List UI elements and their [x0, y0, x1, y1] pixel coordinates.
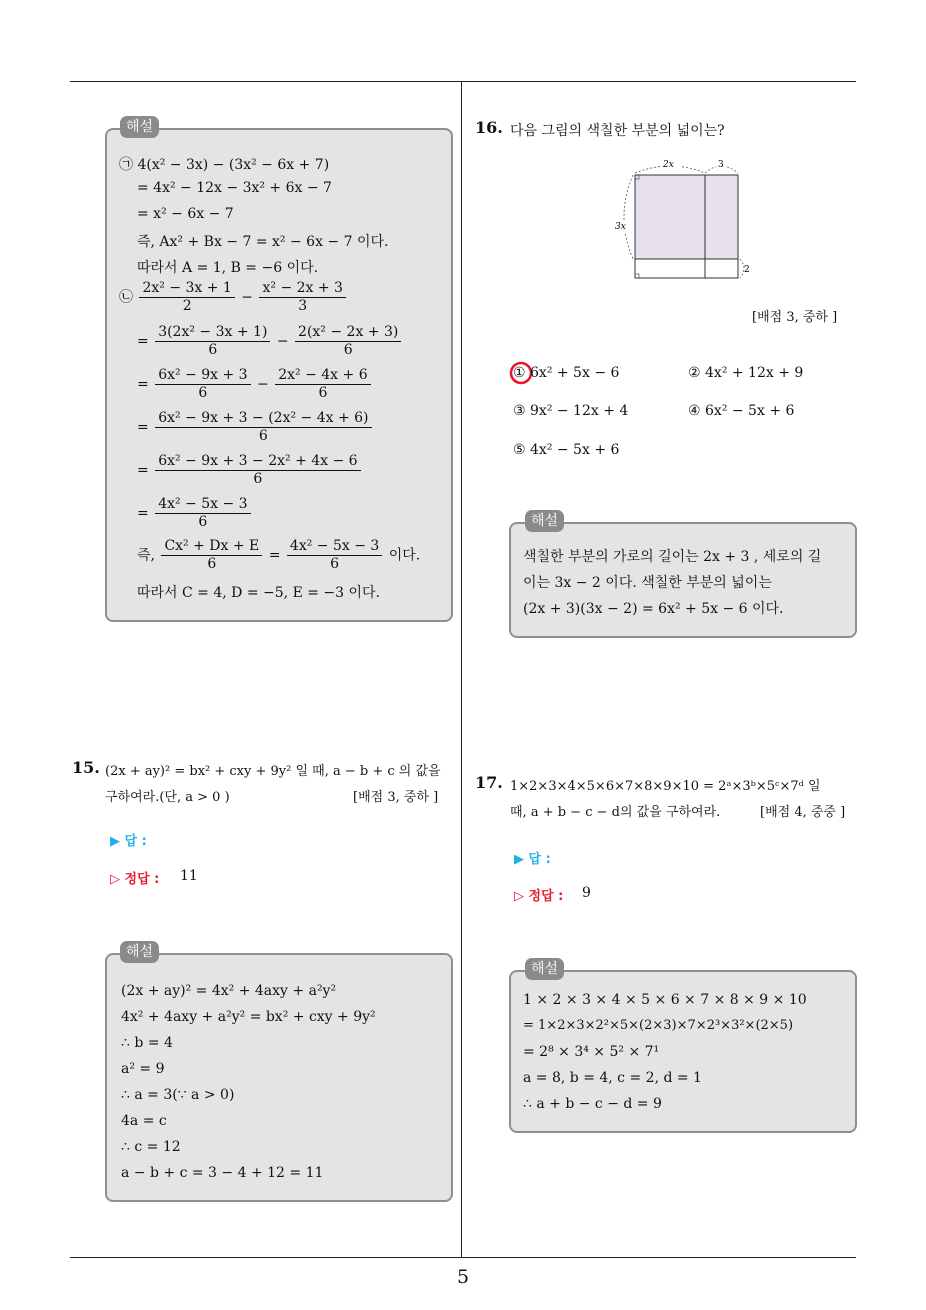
- fraction: [295, 324, 401, 359]
- q17-meta: [배점 4, 중중 ]: [760, 805, 846, 820]
- q16-choice-3[interactable]: [513, 403, 628, 419]
- sol17-line-3: = 2⁸ × 3⁴ × 5² × 7¹: [523, 1044, 660, 1060]
- sol17-line-4: a = 8, b = 4, c = 2, d = 1: [523, 1070, 702, 1086]
- sol15-line-7: ∴ c = 12: [121, 1139, 181, 1155]
- fraction: [155, 453, 360, 488]
- q17-text-line-1: 1×2×3×4×5×6×7×8×9×10 = 2ᵃ×3ᵇ×5ᶜ×7ᵈ 일: [510, 779, 821, 794]
- choice-text: 4x² + 12x + 9: [705, 365, 804, 381]
- sol15-line-6: 4a = c: [121, 1113, 167, 1129]
- choice-mark: ③: [513, 403, 526, 419]
- q16-choice-1[interactable]: [513, 365, 619, 381]
- solution-box-16: [509, 522, 857, 638]
- q17-correct-value: 9: [582, 885, 591, 901]
- q15-answer-label: ▶ 답 :: [110, 834, 147, 849]
- fraction: [275, 367, 370, 402]
- fraction-numerator: Cx² + Dx + E: [161, 538, 262, 556]
- sol14-line-4: 즉, Ax² + Bx − 7 = x² − 6x − 7 이다.: [137, 234, 389, 250]
- fraction-denominator: 2: [182, 298, 192, 314]
- sol14-line-6: ㉡ $\frac{\text{2x² − 3x + 1}}{2}$ − $\frac{\text{x² − 2x + 3}}{3}$: [119, 280, 348, 315]
- sol15-line-5: ∴ a = 3(∵ a > 0): [121, 1087, 235, 1103]
- fraction-denominator: 6: [318, 385, 328, 401]
- solution-tag-16: 해설: [525, 510, 564, 532]
- q17-answer-label: ▶ 답 :: [514, 852, 551, 867]
- solution-box-17: [509, 970, 857, 1133]
- fraction: [139, 280, 234, 315]
- fraction: [155, 324, 270, 359]
- fraction-denominator: 3: [298, 298, 308, 314]
- q15-text-line-1: (2x + ay)² = bx² + cxy + 9y² 일 때, a − b + c 의 값을: [105, 764, 441, 779]
- fraction-numerator: 6x² − 9x + 3 − 2x² + 4x − 6: [155, 453, 360, 471]
- q16-meta: [배점 3, 중하 ]: [752, 310, 838, 325]
- bottom-rule: [70, 1257, 856, 1258]
- sol15-line-4: a² = 9: [121, 1061, 165, 1077]
- sol15-line-8: a − b + c = 3 − 4 + 12 = 11: [121, 1165, 324, 1181]
- sol14-line-8: = $\frac{\text{6x² − 9x + 3}}{6}$ − $\frac{\text{2x² − 4x + 6}}{6}$: [137, 367, 373, 402]
- q15-correct-label: ▷ 정답 :: [110, 872, 160, 887]
- sol16-line-1: 색칠한 부분의 가로의 길이는 2x + 3 , 세로의 길: [523, 549, 822, 565]
- q16-choice-2[interactable]: [688, 365, 803, 381]
- sol17-line-5: ∴ a + b − c − d = 9: [523, 1096, 662, 1112]
- solution-tag-15: 해설: [120, 941, 159, 963]
- label-3x: 3x: [615, 222, 626, 232]
- label-3: 3: [718, 160, 724, 170]
- sol17-line-2: = 1×2×3×2²×5×(2×3)×7×2³×3²×(2×5): [523, 1018, 794, 1033]
- fraction: [155, 410, 371, 445]
- solution-box-14: [105, 128, 453, 622]
- fraction-denominator: 6: [207, 556, 217, 572]
- sol14-line-7: = $\frac{\text{3(2x² − 3x + 1)}}{6}$ − $\frac{\text{2(x² − 2x + 3)}}{6}$: [137, 324, 403, 359]
- fraction-denominator: 6: [253, 471, 263, 487]
- choice-mark: ⑤: [513, 442, 526, 458]
- sol15-line-1: (2x + ay)² = 4x² + 4axy + a²y²: [121, 983, 337, 999]
- fraction-numerator: 2(x² − 2x + 3): [295, 324, 401, 342]
- fraction-numerator: 2x² − 3x + 1: [139, 280, 234, 298]
- q17-number: 17.: [475, 773, 503, 792]
- sol16-line-3: (2x + 3)(3x − 2) = 6x² + 5x − 6 이다.: [523, 601, 784, 617]
- q17-text-line-2: 때, a + b − c − d의 값을 구하여라.: [510, 805, 721, 820]
- sol14-line-5: 따라서 A = 1, B = −6 이다.: [137, 260, 319, 276]
- fraction-denominator: 6: [258, 428, 268, 444]
- label-2x: 2x: [663, 160, 674, 170]
- column-divider: [461, 82, 462, 1258]
- q16-number: 16.: [475, 118, 503, 137]
- sol14-line-11: = $\frac{\text{4x² − 5x − 3}}{6}$: [137, 496, 253, 531]
- sol14-line-1: ㉠ 4(x² − 3x) − (3x² − 6x + 7): [119, 157, 330, 173]
- sol14-line-3: = x² − 6x − 7: [137, 206, 234, 222]
- sol14-line-13: 따라서 C = 4, D = −5, E = −3 이다.: [137, 585, 381, 601]
- fraction-denominator: 6: [343, 342, 353, 358]
- fraction-numerator: 4x² − 5x − 3: [287, 538, 382, 556]
- fraction-denominator: 6: [330, 556, 340, 572]
- sol14-line-2: = 4x² − 12x − 3x² + 6x − 7: [137, 180, 332, 196]
- choice-text: 4x² − 5x + 6: [530, 442, 620, 458]
- sol14-line-9: = $\frac{\text{6x² − 9x + 3 − (2x² − 4x + 6)}}{6}$: [137, 410, 374, 445]
- label-2: 2: [744, 265, 750, 275]
- choice-mark: ①: [513, 365, 526, 381]
- q16-choice-5[interactable]: [513, 442, 619, 458]
- fraction-numerator: 3(2x² − 3x + 1): [155, 324, 270, 342]
- corner-mark: [635, 274, 639, 278]
- choice-text: 6x² − 5x + 6: [705, 403, 795, 419]
- sol14-line-12: 즉, $\frac{\text{Cx² + Dx + E}}{6}$ = $\frac{\text{4x² − 5x − 3}}{6}$ 이다.: [137, 538, 421, 572]
- fraction-numerator: 4x² − 5x − 3: [155, 496, 250, 514]
- fraction-denominator: 6: [208, 342, 218, 358]
- fraction: [259, 280, 345, 315]
- q17-correct-label: ▷ 정답 :: [514, 889, 564, 904]
- q15-meta: [배점 3, 중하 ]: [353, 790, 439, 805]
- choice-mark: ②: [688, 365, 701, 381]
- choice-text: 6x² + 5x − 6: [530, 365, 620, 381]
- q16-figure: [610, 155, 760, 285]
- fraction-numerator: 6x² − 9x + 3: [155, 367, 250, 385]
- q15-number: 15.: [72, 758, 100, 777]
- sol17-line-1: 1 × 2 × 3 × 4 × 5 × 6 × 7 × 8 × 9 × 10: [523, 992, 807, 1008]
- fraction-denominator: 6: [198, 385, 208, 401]
- fraction: [155, 496, 250, 531]
- solution-tag-17: 해설: [525, 958, 564, 980]
- sol14-line-10: = $\frac{\text{6x² − 9x + 3 − 2x² + 4x − 6}}{6}$: [137, 453, 363, 488]
- choice-text: 9x² − 12x + 4: [530, 403, 629, 419]
- top-rule: [70, 81, 856, 82]
- sol16-line-2: 이는 3x − 2 이다. 색칠한 부분의 넓이는: [523, 575, 772, 591]
- q16-text: 다음 그림의 색칠한 부분의 넓이는?: [510, 123, 725, 139]
- solution-tag-14: 해설: [120, 116, 159, 138]
- fraction-numerator: 6x² − 9x + 3 − (2x² − 4x + 6): [155, 410, 371, 428]
- q15-text-line-2: 구하여라.(단, a > 0 ): [105, 790, 230, 805]
- shaded-region: [635, 175, 738, 259]
- fraction-numerator: x² − 2x + 3: [259, 280, 345, 298]
- circled-2-mark: ㉡: [119, 289, 133, 306]
- page-number: 5: [456, 1266, 470, 1288]
- fraction: [287, 538, 382, 573]
- brace-3x: [624, 175, 633, 259]
- fraction-numerator: 2x² − 4x + 6: [275, 367, 370, 385]
- solution-box-15: [105, 953, 453, 1202]
- sol15-line-2: 4x² + 4axy + a²y² = bx² + cxy + 9y²: [121, 1009, 376, 1025]
- fraction-denominator: 6: [198, 514, 208, 530]
- q15-correct-value: 11: [180, 868, 198, 884]
- fraction: [161, 538, 262, 573]
- sol15-line-3: ∴ b = 4: [121, 1035, 173, 1051]
- q16-choice-4[interactable]: [688, 403, 794, 419]
- choice-mark: ④: [688, 403, 701, 419]
- fraction: [155, 367, 250, 402]
